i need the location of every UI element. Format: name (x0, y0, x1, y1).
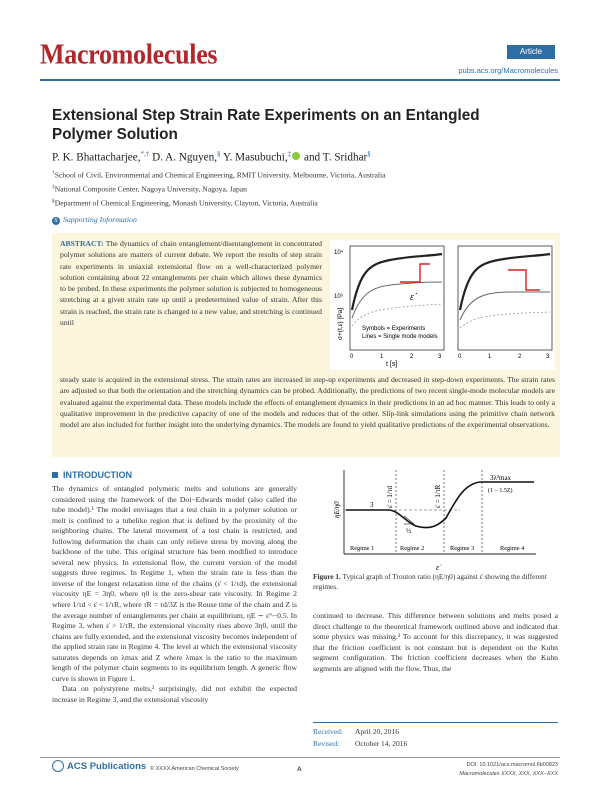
journal-name: Macromolecules (40, 38, 218, 70)
dates-rule (313, 722, 558, 723)
page-number: A (297, 766, 302, 773)
toc-xtick: 2 (518, 354, 522, 360)
caption-label: Figure 1. (313, 572, 341, 581)
toc-legend-1: Symbols = Experiments (362, 326, 426, 332)
intro-paragraph-1: The dynamics of entangled polymeric melts and solutions are generally considered using the framework of the Doi−Edwards model (also called the tube model).¹ The model envisages that a test chain in a polymer solution or melt is confined to a tubelike region that is defined by the proximity of the neighboring chains. The lateral movement of a test chain is restricted, and following deformation the chain can only relieve stress by moving along the backbone of the tube. This original structure has been modified to introduce several new physics. In extensional flow, the current version of the model suggests three regimes. In Regime 1, when the strain rate is less than the inverse of the longest relaxation time of the chains (ε̇ < 1/τd), the extensional viscosity ηE = 3η0, where η0 is the zero-shear rate viscosity. In Regime 2 where 1/τd < ε̇ < 1/τR, where τR = τd/3Z is the Rouse time of the chain and Z is the average number of entanglements per chain at equilibrium, ηE ∼ ε̇^−0.5. In Regime 3, when ε̇ > 1/τR, the extensional viscosity rises above 3η0, until the chains are fully extended, and the extensional viscosity becomes independent of the applied strain rate in Regime 4. The level at which the extensional viscosity saturates depends on λmax and Z where λmax is the ratio to the maximum length of the polymer chain segments to its equilibrium length. A generic flow curve is shown in Figure 1. (52, 484, 297, 683)
affiliation: ‡National Composite Center, Nagoya University, Nagoya, Japan (52, 184, 247, 194)
fig1-xlabel: ε̇ (436, 563, 440, 572)
author-mark: § (367, 150, 371, 158)
toc-xlabel: t [s] (386, 361, 398, 368)
author-mark: ‡ (287, 150, 292, 158)
received-label: Received: (313, 727, 343, 736)
toc-xtick: 1 (488, 354, 492, 360)
affiliation: †School of Civil, Environmental and Chemical Engineering, RMIT University, Melbourne, Victoria, Australia (52, 170, 386, 180)
toc-ytick-top: 10⁴ (334, 250, 344, 256)
fig1-regime-4: Regime 4 (500, 545, 525, 552)
toc-xtick: 3 (546, 354, 550, 360)
affiliation: §Department of Chemical Engineering, Monash University, Clayton, Victoria, Australia (52, 198, 318, 208)
toc-eps-label: ε̇ (410, 292, 414, 303)
section-marker-icon (52, 472, 58, 478)
toc-xtick: 0 (458, 354, 462, 360)
abstract-text-continued: steady state is acquired in the extensional stress. The strain rates are increased in step-up experiments and decreased in step-down experiments. The strain rates are adjusted so that both the orientation and the stretching dynamics can be probed. Additionally, the predictions of two recent single-mode molecular models are evaluated against the experimental data. These models include the effects of entanglement dynamics in their predictions in an ad hoc manner. This leads to only a qualitative improvement in the predictive capacity of one of the models and reduces that of the other. Slip-link simulations using the primitive chain network model are also included for further insight into the underlying dynamics. The models are found to yield qualitative predictions of the experimental observations. (60, 375, 555, 429)
publication-dates (313, 727, 558, 748)
toc-ylabel: σ+(t,ε̇) [Pa] (337, 307, 344, 340)
toc-xtick: 0 (350, 354, 354, 360)
fig1-level: 3 (370, 501, 374, 509)
orcid-icon[interactable] (292, 152, 300, 160)
figure-1-caption: Figure 1. Typical graph of Trouton ratio (ηE/η0) against ε̇ showing the different regimes. (313, 572, 547, 591)
author-mark: § (217, 150, 221, 158)
paper-title: Extensional Step Strain Rate Experiments on an Entangled Polymer Solution (52, 107, 480, 143)
footer-rule (40, 757, 560, 758)
fig1-regime-3: Regime 3 (450, 545, 475, 552)
journal-url[interactable]: pubs.acs.org/Macromolecules (458, 66, 558, 75)
section-heading-introduction: INTRODUCTION (52, 470, 132, 480)
abstract-label: ABSTRACT: (60, 239, 104, 248)
header-rule (40, 79, 560, 81)
revised-label: Revised: (313, 739, 340, 748)
author-name[interactable]: D. A. Nguyen, (152, 151, 218, 164)
author-name[interactable]: and T. Sridhar (303, 151, 368, 164)
copyright: © XXXX American Chemical Society (150, 766, 239, 772)
supporting-info-link[interactable]: S Supporting Information (52, 215, 137, 225)
figure-1 (330, 466, 540, 578)
author-name[interactable]: P. K. Bhattacharjee, (52, 151, 141, 164)
article-badge: Article (507, 45, 555, 59)
author-mark: *,† (140, 150, 150, 158)
fig1-label-td: ε̇ = 1/τd (386, 485, 394, 508)
toc-ytick-bottom: 10³ (334, 294, 343, 300)
fig1-slope: ½ (406, 527, 412, 535)
toc-legend-2: Lines = Single mode models (362, 334, 438, 340)
acs-publications-logo[interactable]: ACS Publications (52, 760, 146, 772)
abstract-text: ABSTRACT: The dynamics of chain entanglement/disentanglement in concentrated polymer solutions are matters of current debate. We report the results of step strain rate experiments in uniaxial extensional flow on a well-characterized polymer solution containing about 22 entanglements per chain which allows these dynamics to be probed. In these experiments the polymer solution is subjected to homogeneous stretching at a given strain rate up until a predetermined value of strain. After this strain is reached, the strain rate is changed to a new value, and stretching is continued until (60, 239, 322, 327)
fig1-label-max: 3λ²max (490, 474, 512, 482)
fig1-regime-1: Regime 1 (350, 545, 375, 552)
intro-column (52, 484, 297, 705)
author-list (52, 150, 371, 164)
toc-xtick: 1 (380, 354, 384, 360)
supporting-info-icon: S (52, 217, 60, 225)
fig1-ylabel: ηE/η0 (333, 501, 341, 518)
received-date: April 20, 2016 (355, 727, 399, 736)
toc-xtick: 3 (438, 354, 442, 360)
citation: Macromolecules XXXX, XXX, XXX−XXX (459, 771, 558, 777)
fig1-regime-2: Regime 2 (400, 545, 425, 552)
fig1-label-tr: ε̇ = 1/τR (434, 484, 442, 508)
intro-paragraph-2: Data on polystyrene melts,² surprisingly, did not exhibit the expected increase in Regime 3, and the extensional viscosity (52, 684, 297, 704)
fig1-label-approx: (1 − 1.5Z) (488, 488, 513, 494)
revised-date: October 14, 2016 (355, 739, 408, 748)
doi[interactable]: DOI: 10.1021/acs.macromol.6b00823 (466, 762, 558, 768)
acs-logo-icon (52, 760, 64, 772)
toc-graphic (330, 240, 555, 370)
author-name[interactable]: Y. Masubuchi, (222, 151, 288, 164)
intro-column-right: continued to decrease. This difference between solutions and melts posed a direct challenge to the theoretical framework outlined above and indicated that some physics was missing.³ To account for this discrepancy, it was suggested that the friction coefficient is not constant but is dependent on the Kuhn segment configuration. The friction coefficient decreases when the Kuhn segments are aligned with the flow. Thus, the (313, 611, 558, 673)
toc-xtick: 2 (410, 354, 414, 360)
